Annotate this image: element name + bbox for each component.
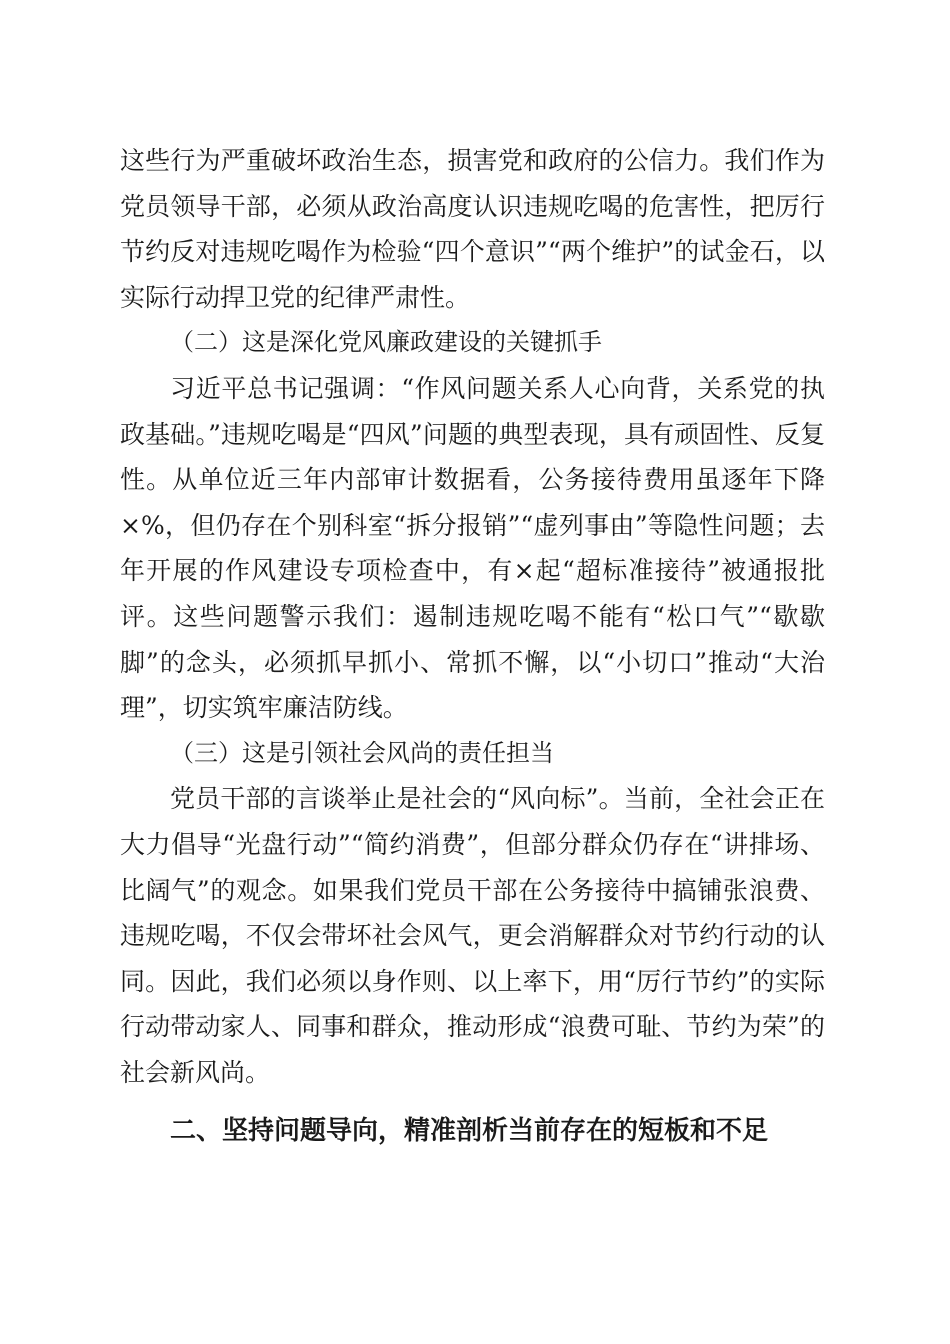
paragraph-social-trend: 党员干部的言谈举止是社会的“风向标”。当前，全社会正在大力倡导“光盘行动”“简约消费”，但部分群众仍存在“讲排场、比阔气”的观念。如果我们党员干部在公务接待中搞铺张浪费、违规吃喝，不仅会带坏社会风气，更会消解群众对节约行动的认同。因此，我们必须以身作则、以上率下，用“厉行节约”的实际行动带动家人、同事和群众，推动形成“浪费可耻、节约为荣”的社会新风尚。	[120, 784, 825, 1087]
document-body	[120, 138, 825, 1155]
section-heading-2: 二、坚持问题导向，精准剖析当前存在的短板和不足	[170, 1116, 769, 1147]
paragraph-party-conduct: 习近平总书记强调：“作风问题关系人心向背，关系党的执政基础。”违规吃喝是“四风”问题的典型表现，具有顽固性、反复性。从单位近三年内部审计数据看，公务接待费用虽逐年下降×%，但仍存在个别科室“拆分报销”“虚列事由”等隐性问题；去年开展的作风建设专项检查中，有×起“超标准接待”被通报批评。这些问题警示我们：遏制违规吃喝不能有“松口气”“歇歇脚”的念头，必须抓早抓小、常抓不懈，以“小切口”推动“大治理”，切实筑牢廉洁防线。	[120, 373, 825, 723]
subheading-3: （三）这是引领社会风尚的责任担当	[170, 738, 554, 767]
subheading-2: （二）这是深化党风廉政建设的关键抓手	[170, 328, 602, 357]
paragraph-continuation: 这些行为严重破坏政治生态，损害党和政府的公信力。我们作为党员领导干部，必须从政治高度认识违规吃喝的危害性，把厉行节约反对违规吃喝作为检验“四个意识”“两个维护”的试金石，以实际行动捍卫党的纪律严肃性。	[120, 146, 825, 312]
